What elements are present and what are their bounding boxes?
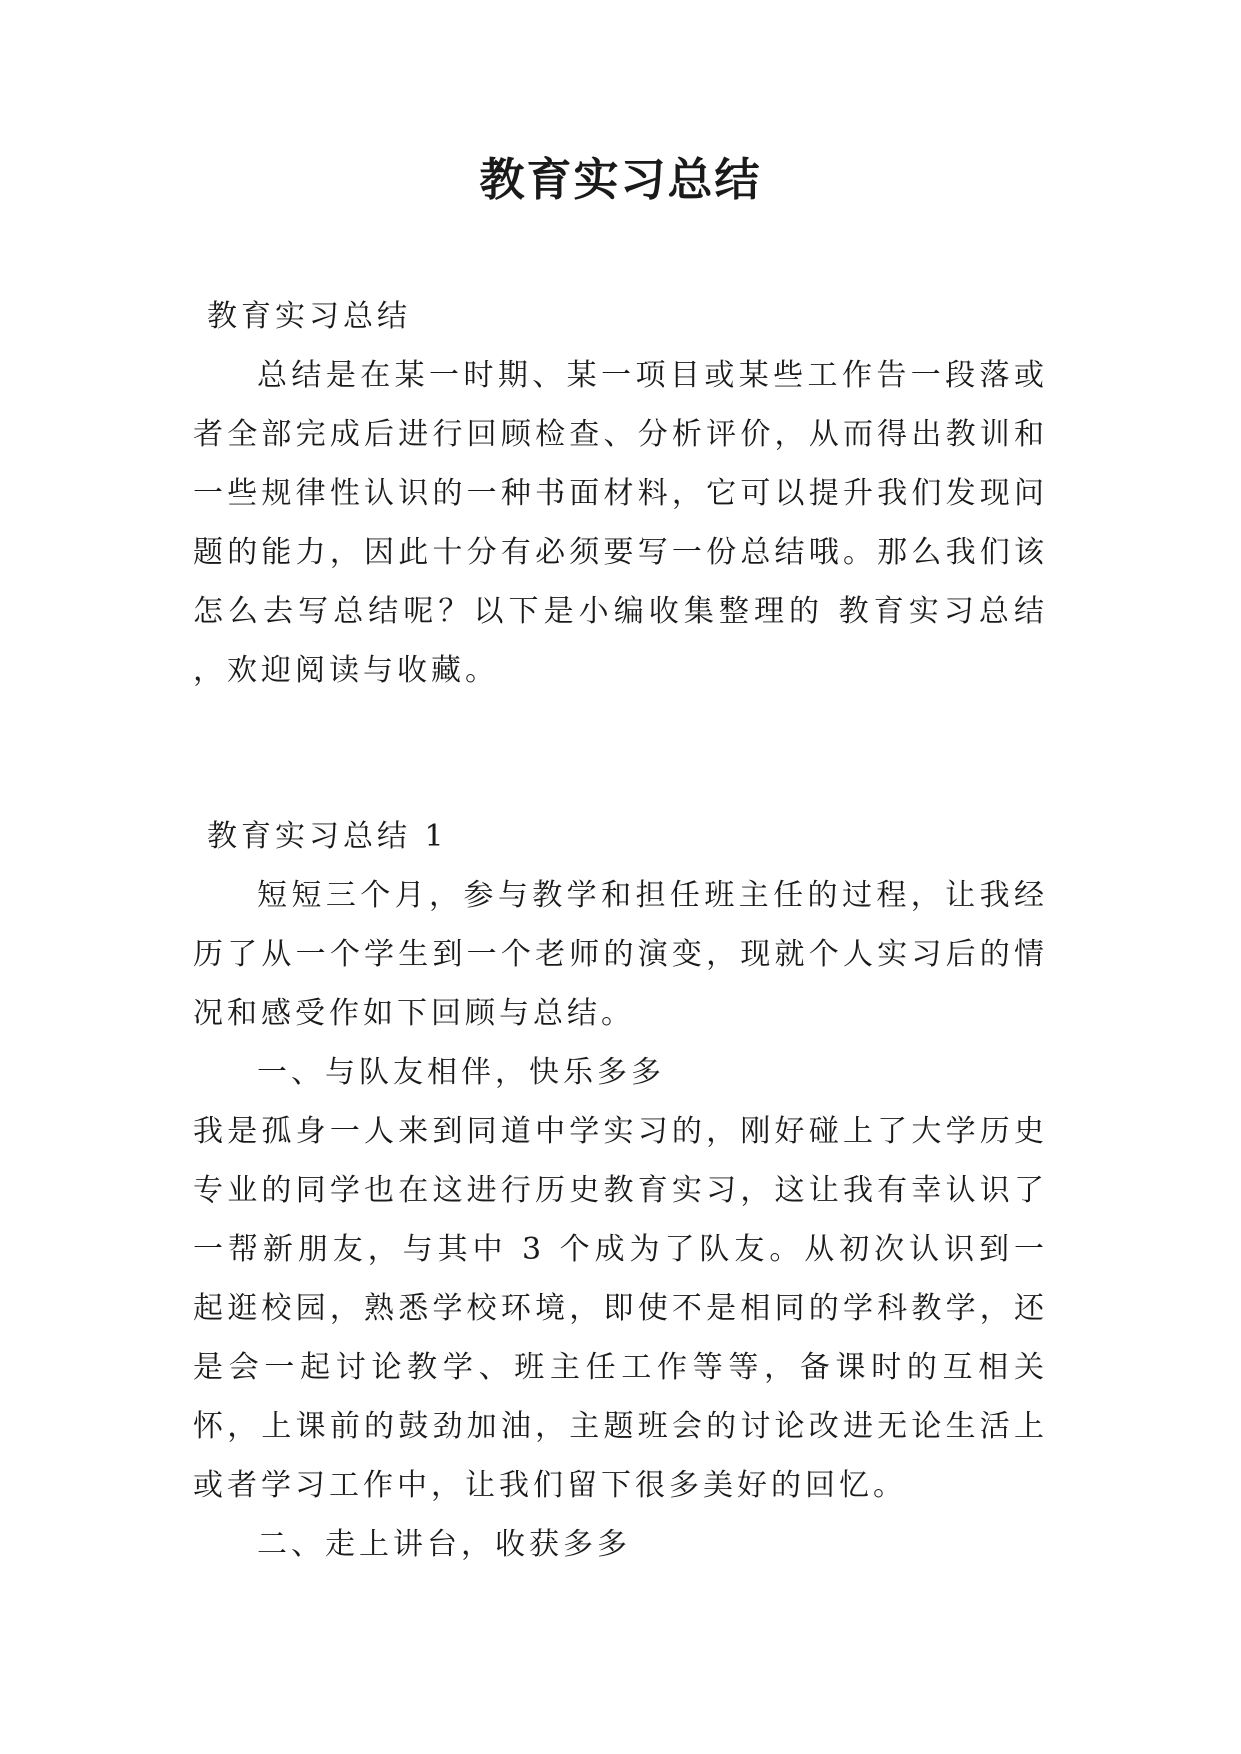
document-title: 教育实习总结 [479,153,762,206]
intro-paragraph: 总结是在某一时期、某一项目或某些工作告一段落或者全部完成后进行回顾检查、分析评价，从而得出教训和一些规律性认识的一种书面材料，它可以提升我们发现问题的能力，因此十分有必须要写一份总结哦。那么我们该怎么去写总结呢？以下是小编收集整理的 教育实习总结 ，欢迎阅读与收藏。 [193,358,1048,688]
section-1 [193,807,1048,1574]
section-1-paragraph: 短短三个月，参与教学和担任班主任的过程，让我经历了从一个学生到一个老师的演变，现就个人实习后的情况和感受作如下回顾与总结。 [193,878,1048,1031]
section-1-heading: 教育实习总结 1 [207,819,448,854]
intro-section [193,287,1048,700]
point-2-heading: 二、走上讲台，收获多多 [257,1527,631,1562]
intro-heading: 教育实习总结 [207,299,411,334]
point-1-paragraph: 我是孤身一人来到同道中学实习的，刚好碰上了大学历史专业的同学也在这进行历史教育实习，这让我有幸认识了一帮新朋友，与其中 3 个成为了队友。从初次认识到一起逛校园，熟悉学校环境，即使不是相同的学科教学，还是会一起讨论教学、班主任工作等等，备课时的互相关怀，上课前的鼓劲加油，主题班会的讨论改进无论生活上或者学习工作中，让我们留下很多美好的回忆。 [193,1114,1048,1503]
point-1-heading: 一、与队友相伴，快乐多多 [257,1055,665,1090]
